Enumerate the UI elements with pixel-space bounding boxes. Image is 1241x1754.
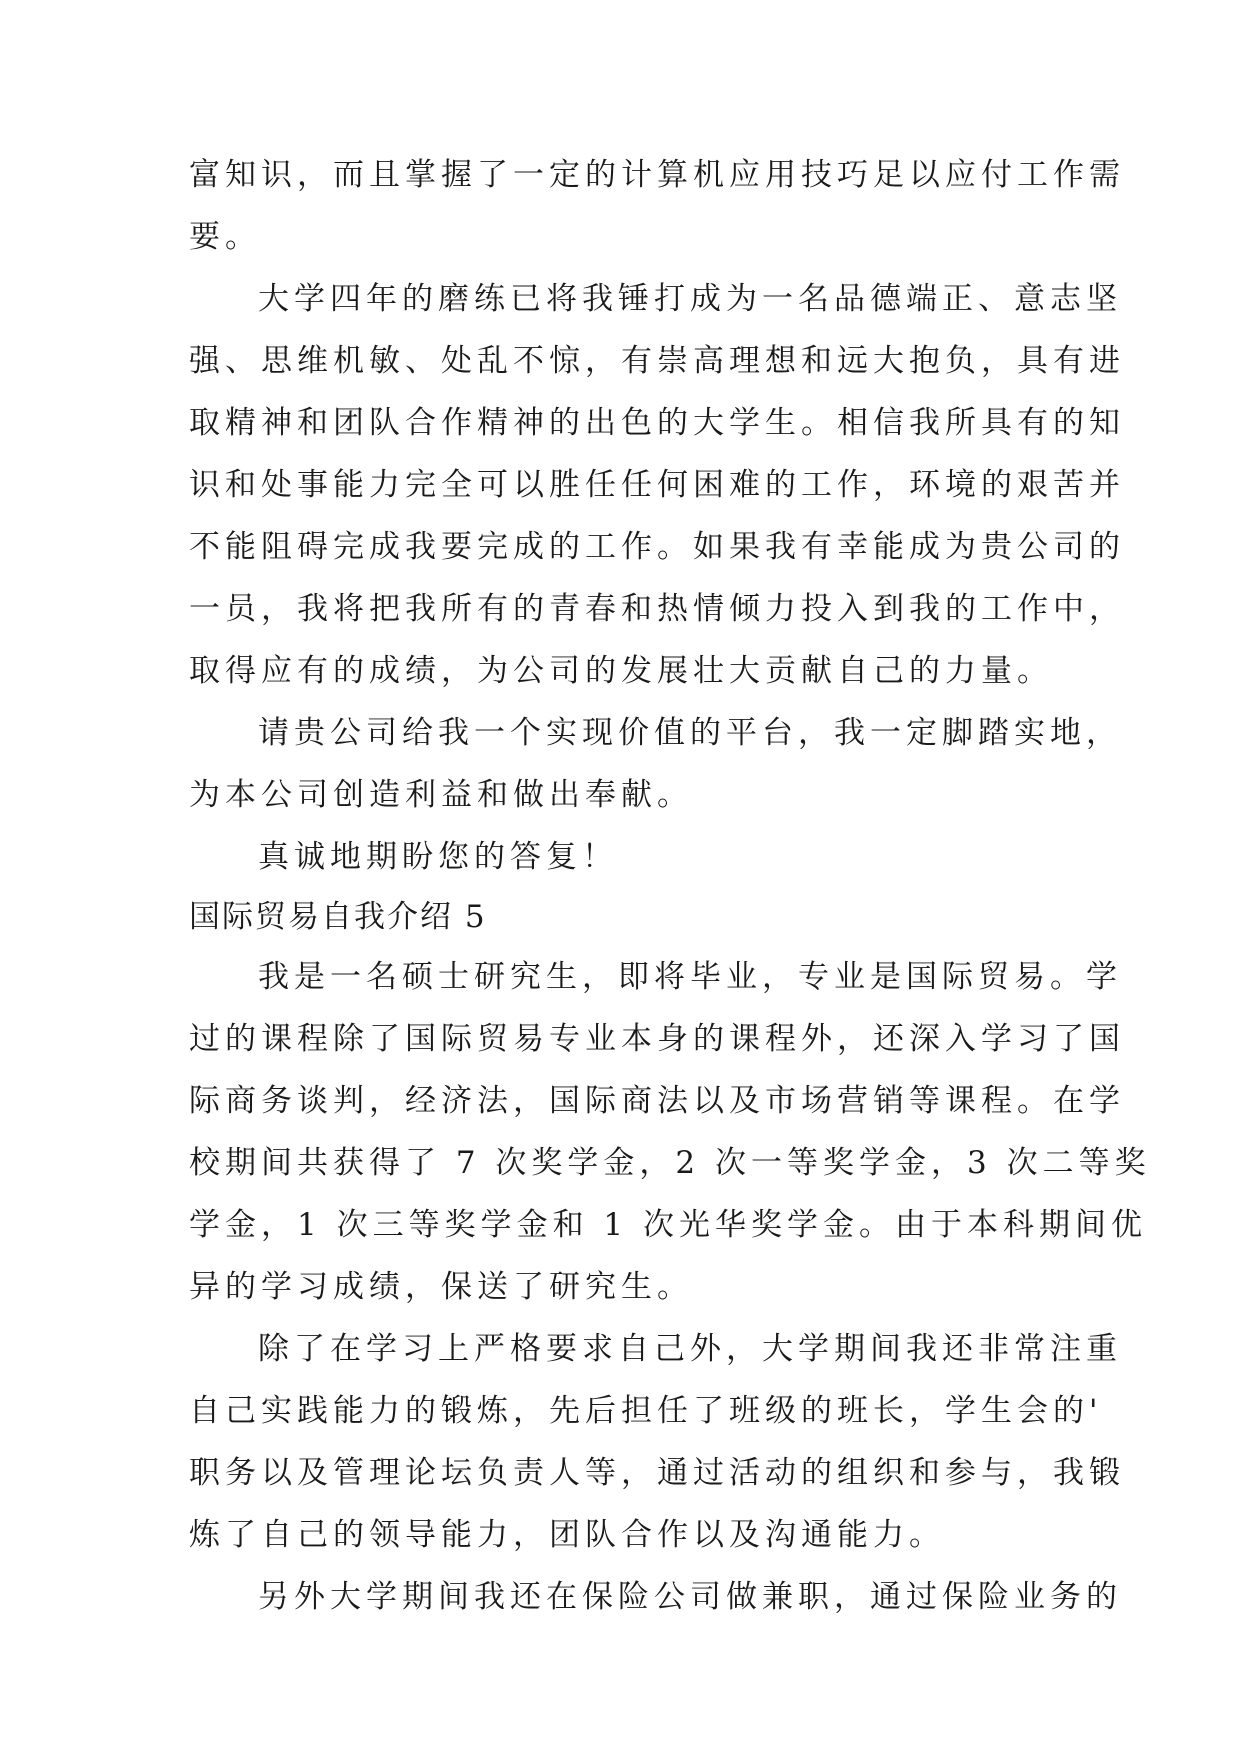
text-line: 我是一名硕士研究生，即将毕业，专业是国际贸易。学 [258, 959, 1122, 995]
text-line: 取得应有的成绩，为公司的发展壮大贡献自己的力量。 [189, 653, 1053, 689]
text-line: 取精神和团队合作精神的出色的大学生。相信我所具有的知 [189, 405, 1125, 441]
text-line: 识和处事能力完全可以胜任任何困难的工作，环境的艰苦并 [189, 467, 1125, 503]
text-line: 职务以及管理论坛负责人等，通过活动的组织和参与，我锻 [189, 1455, 1125, 1491]
text-line: 炼了自己的领导能力，团队合作以及沟通能力。 [189, 1517, 945, 1553]
text-line: 为本公司创造利益和做出奉献。 [189, 777, 693, 813]
text-line: 除了在学习上严格要求自己外，大学期间我还非常注重 [258, 1331, 1122, 1367]
text-line: 自己实践能力的锻炼，先后担任了班级的班长，学生会的' [189, 1393, 1103, 1429]
text-line: 不能阻碍完成我要完成的工作。如果我有幸能成为贵公司的 [189, 529, 1125, 565]
text-line: 异的学习成绩，保送了研究生。 [189, 1269, 693, 1305]
text-line: 另外大学期间我还在保险公司做兼职，通过保险业务的 [258, 1579, 1122, 1615]
text-line: 富知识，而且掌握了一定的计算机应用技巧足以应付工作需 [189, 157, 1125, 193]
text-line: 际商务谈判，经济法，国际商法以及市场营销等课程。在学 [189, 1083, 1125, 1119]
section-heading: 国际贸易自我介绍 5 [189, 899, 487, 935]
text-line: 请贵公司给我一个实现价值的平台，我一定脚踏实地， [258, 715, 1122, 751]
text-line: 真诚地期盼您的答复！ [258, 839, 618, 875]
text-line: 大学四年的磨练已将我锤打成为一名品德端正、意志坚 [258, 281, 1122, 317]
text-line: 学金，1 次三等奖学金和 1 次光华奖学金。由于本科期间优 [189, 1207, 1148, 1243]
text-line: 一员，我将把我所有的青春和热情倾力投入到我的工作中， [189, 591, 1125, 627]
text-line: 过的课程除了国际贸易专业本身的课程外，还深入学习了国 [189, 1021, 1125, 1057]
text-line: 要。 [189, 219, 261, 255]
text-line: 强、思维机敏、处乱不惊，有崇高理想和远大抱负，具有进 [189, 343, 1125, 379]
text-line: 校期间共获得了 7 次奖学金，2 次一等奖学金，3 次二等奖 [189, 1145, 1151, 1181]
